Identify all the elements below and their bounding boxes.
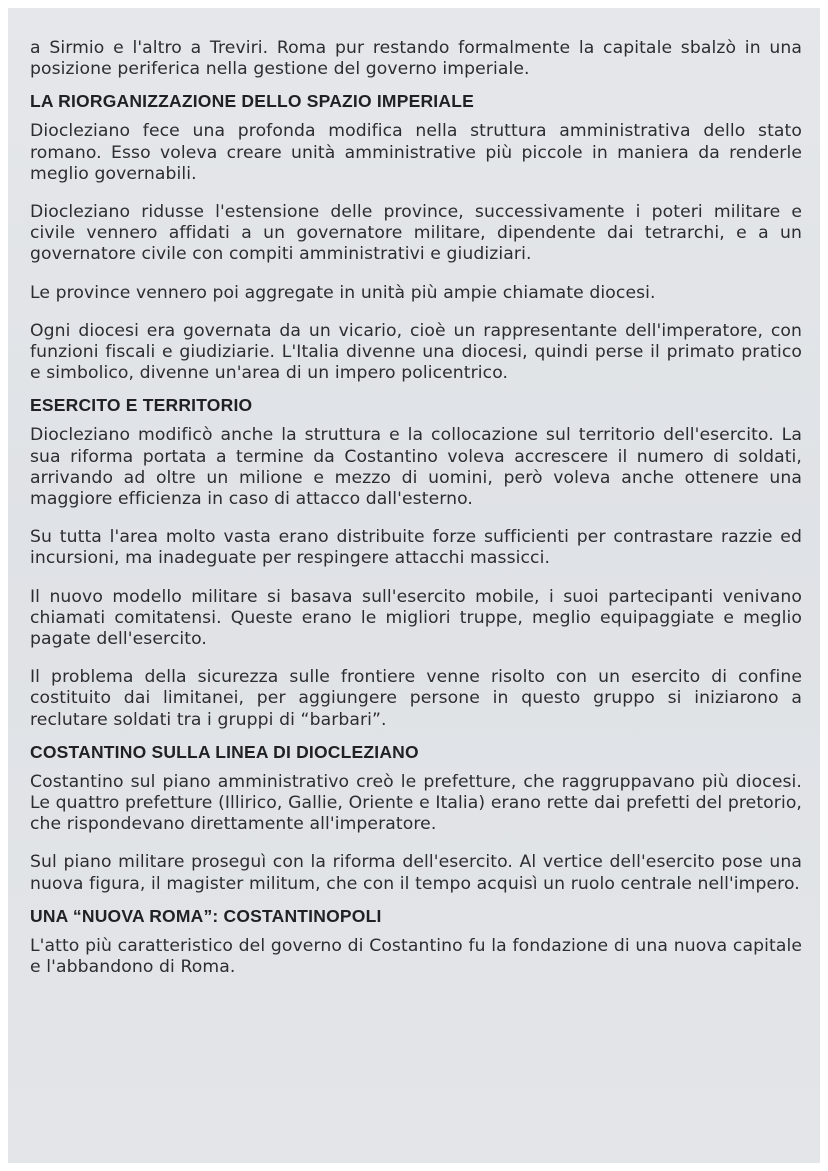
paragraph: Sul piano militare proseguì con la riforma dell'esercito. Al vertice dell'esercito pose una nuova figura, il magister militum, che con il tempo acquisì un ruolo centrale nell'impero. — [30, 852, 802, 894]
paragraph: Le province vennero poi aggregate in unità più ampie chiamate diocesi. — [30, 282, 656, 303]
section-heading-esercito: ESERCITO E TERRITORIO — [30, 395, 253, 416]
document-page — [8, 8, 820, 1163]
paragraph: Su tutta l'area molto vasta erano distribuite forze sufficienti per contrastare razzie ed incursioni, ma inadeguate per respingere attacchi massicci. — [30, 527, 802, 569]
paragraph: Diocleziano modificò anche la struttura e la collocazione sul territorio dell'esercito. La sua riforma portata a termine da Costantino voleva accrescere il numero di soldati, arrivando ad oltre un milione e mezzo di uomini, però voleva anche ottenere una maggiore efficienza in caso di attacco dall'esterno. — [30, 425, 802, 510]
paragraph: Diocleziano fece una profonda modifica nella struttura amministrativa dello stato romano. Esso voleva creare unità amministrative più piccole in maniera da renderle meglio governabili. — [30, 121, 802, 184]
paragraph: Ogni diocesi era governata da un vicario, cioè un rappresentante dell'imperatore, con funzioni fiscali e giudiziarie. L'Italia divenne una diocesi, quindi perse il primato pratico e simbolico, divenne un'area di un impero policentrico. — [30, 320, 802, 384]
paragraph: Diocleziano ridusse l'estensione delle province, successivamente i poteri militare e civile vennero affidati a un governatore militare, dipendente dai tetrarchi, e a un governatore civile con compiti amministrativi e giudiziari. — [30, 202, 802, 265]
paragraph: L'atto più caratteristico del governo di Costantino fu la fondazione di una nuova capitale e l'abbandono di Roma. — [30, 935, 802, 978]
paragraph: Costantino sul piano amministrativo creò le prefetture, che raggruppavano più diocesi. Le quattro prefetture (Illirico, Gallie, Oriente e Italia) erano rette dai prefetti del pretorio, che rispondevano direttamente all'imperatore. — [30, 771, 802, 835]
section-heading-nuova-roma: UNA “NUOVA ROMA”: COSTANTINOPOLI — [30, 905, 382, 926]
intro-paragraph: a Sirmio e l'altro a Treviri. Roma pur restando formalmente la capitale sbalzò in una posizione periferica nella gestione del governo imperiale. — [30, 38, 802, 80]
section-heading-costantino: COSTANTINO SULLA LINEA DI DIOCLEZIANO — [30, 741, 419, 762]
paragraph: Il problema della sicurezza sulle frontiere venne risolto con un esercito di confine costituito dai limitanei, per aggiungere persone in questo gruppo si iniziarono a reclutare soldati tra i gruppi di “barbari”. — [30, 667, 802, 730]
section-heading-riorganizzazione: LA RIORGANIZZAZIONE DELLO SPAZIO IMPERIALE — [30, 91, 474, 112]
paragraph: Il nuovo modello militare si basava sull'esercito mobile, i suoi partecipanti venivano chiamati comitatensi. Queste erano le migliori truppe, meglio equipaggiate e meglio pagate dell'esercito. — [30, 586, 802, 650]
